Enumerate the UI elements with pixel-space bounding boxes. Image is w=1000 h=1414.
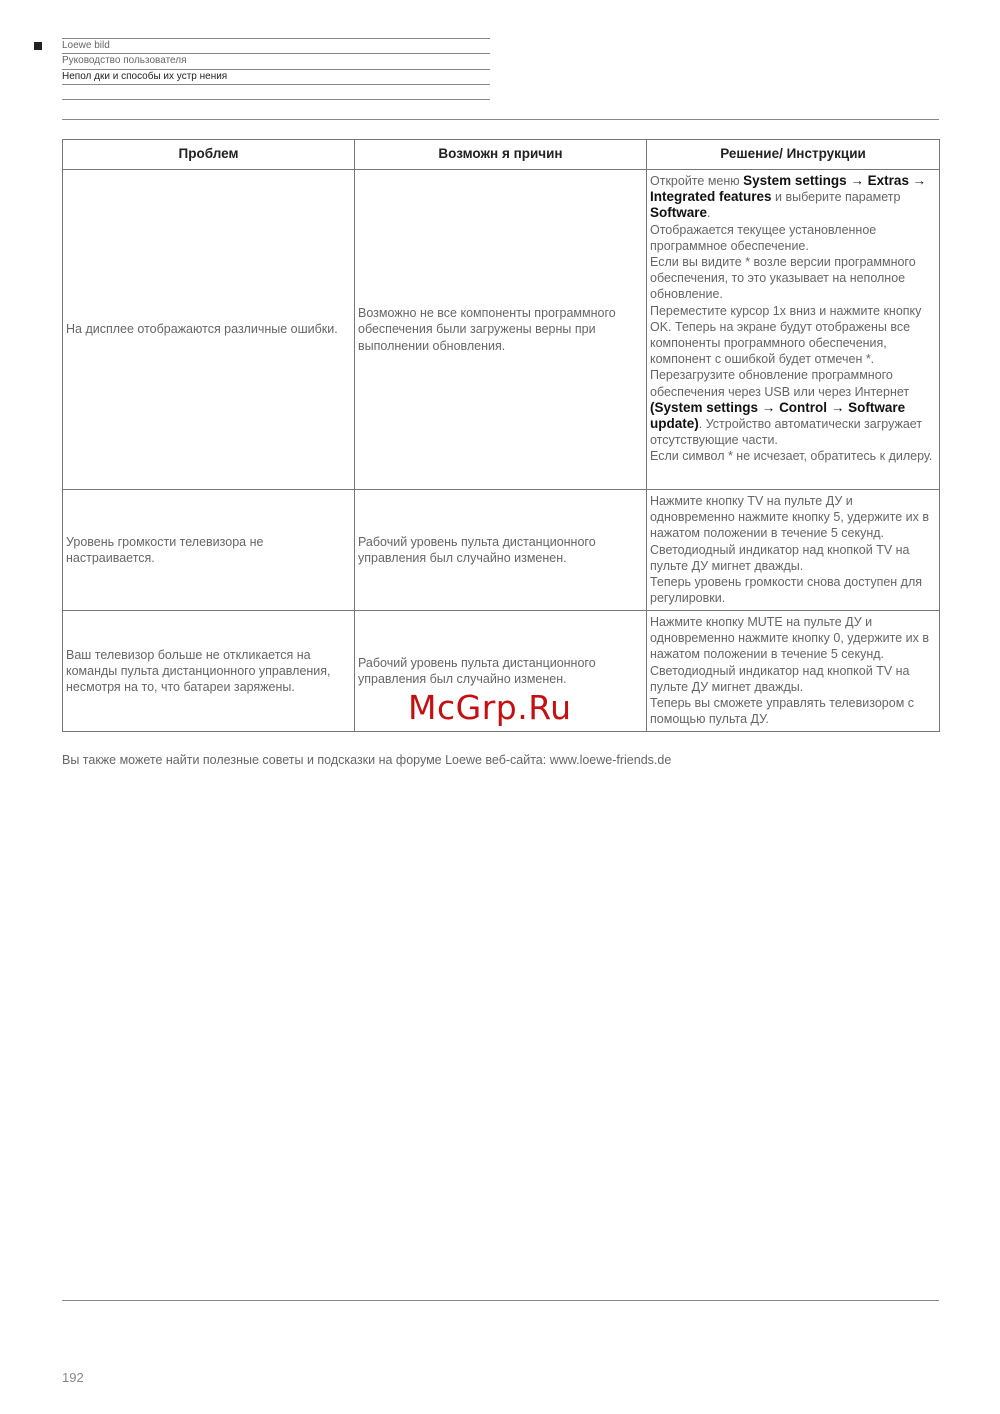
page-number: 192 <box>62 1370 84 1385</box>
menu-path: Control <box>779 399 828 415</box>
solution-line: Теперь уровень громкости снова доступен для регулировки. <box>650 575 923 606</box>
troubleshooting-table <box>62 139 940 732</box>
menu-path: Integrated features <box>650 189 772 205</box>
menu-path: Software update) <box>650 399 906 432</box>
watermark-logo: McGrp.Ru <box>408 688 572 727</box>
header-section: Непол дки и способы их устр нения <box>62 71 228 82</box>
table-row <box>63 490 940 611</box>
solution-cell <box>647 170 940 490</box>
header-rule <box>62 69 490 70</box>
solution-text: Откройте меню <box>650 174 744 188</box>
top-divider <box>62 119 939 120</box>
solution-line: Переместите курсор 1x вниз и нажмите кнопку OK. Теперь на экране будут отображены все компоненты программного обеспечения, компонент с ошибкой будет отмечен *. <box>650 303 922 367</box>
solution-line: Нажмите кнопку MUTE на пульте ДУ и одновременно нажмите кнопку 0, удержите их в нажатом положении в течение 5 секунд. <box>650 615 930 662</box>
solution-line: Теперь вы сможете управлять телевизором с помощью пульта ДУ. <box>650 696 915 727</box>
solution-line: Нажмите кнопку TV на пульте ДУ и одновременно нажмите кнопку 5, удержите их в нажатом положении в течение 5 секунд. <box>650 494 930 541</box>
column-header-problem: Проблем <box>63 140 355 170</box>
solution-line: Светодиодный индикатор над кнопкой TV на пульте ДУ мигнет дважды. <box>650 542 910 573</box>
solution-cell <box>647 611 940 732</box>
header-rule <box>62 53 490 54</box>
header-rule <box>62 38 490 39</box>
solution-line <box>650 173 936 222</box>
arrow-glyph: → <box>912 173 926 188</box>
arrow-glyph: → <box>827 399 849 415</box>
solution-line: Светодиодный индикатор над кнопкой TV на пульте ДУ мигнет дважды. <box>650 663 910 694</box>
header-rule <box>62 99 490 100</box>
header-rule <box>62 84 490 85</box>
header-brand: Loewe bild <box>62 40 110 51</box>
solution-text: и выберите параметр <box>771 190 901 205</box>
solution-text: . <box>707 206 711 221</box>
problem-cell: Ваш телевизор больше не откликается на команды пульта дистанционного управления, несмотря на то, что батареи заряжены. <box>63 611 355 732</box>
cause-cell: Возможно не все компоненты программного обеспечения были загружены верны при выполнении обновления. <box>355 170 647 490</box>
column-header-cause: Возможн я причин <box>355 140 647 170</box>
column-header-solution: Решение/ Инструкции <box>647 140 940 170</box>
menu-path: Extras <box>867 173 909 188</box>
problem-cell: На дисплее отображаются различные ошибки. <box>63 170 355 490</box>
footer-note: Вы также можете найти полезные советы и подсказки на форуме Loewe веб-сайта: www.loewe-friends.de <box>62 753 672 767</box>
header-bullet-icon <box>34 42 42 50</box>
solution-text: . Устройство автоматически загружает отсутствующие части. <box>650 417 923 448</box>
menu-path: Software <box>650 205 708 221</box>
table-header-row <box>63 140 940 170</box>
arrow-glyph: → <box>846 173 868 188</box>
problem-cell: Уровень громкости телевизора не настраивается. <box>63 490 355 611</box>
solution-line: Если символ * не исчезает, обратитесь к дилеру. <box>650 449 933 464</box>
menu-path: System settings <box>743 173 847 188</box>
menu-path: (System settings <box>650 399 759 415</box>
table-row <box>63 170 940 490</box>
bottom-divider <box>62 1300 939 1301</box>
arrow-glyph: → <box>758 399 780 415</box>
cause-cell: Рабочий уровень пульта дистанционного управления был случайно изменен. <box>355 611 647 732</box>
cause-cell: Рабочий уровень пульта дистанционного управления был случайно изменен. <box>355 490 647 611</box>
solution-line <box>650 367 936 448</box>
solution-text: Перезагрузите обновление программного обеспечения через USB или через Интернет <box>650 368 910 399</box>
solution-cell <box>647 490 940 611</box>
header-manual: Руководство пользователя <box>62 55 187 66</box>
solution-line: Если вы видите * возле версии программного обеспечения, то это указывает на неполное обновление. <box>650 255 916 302</box>
solution-line: Отображается текущее установленное программное обеспечение. <box>650 222 877 253</box>
